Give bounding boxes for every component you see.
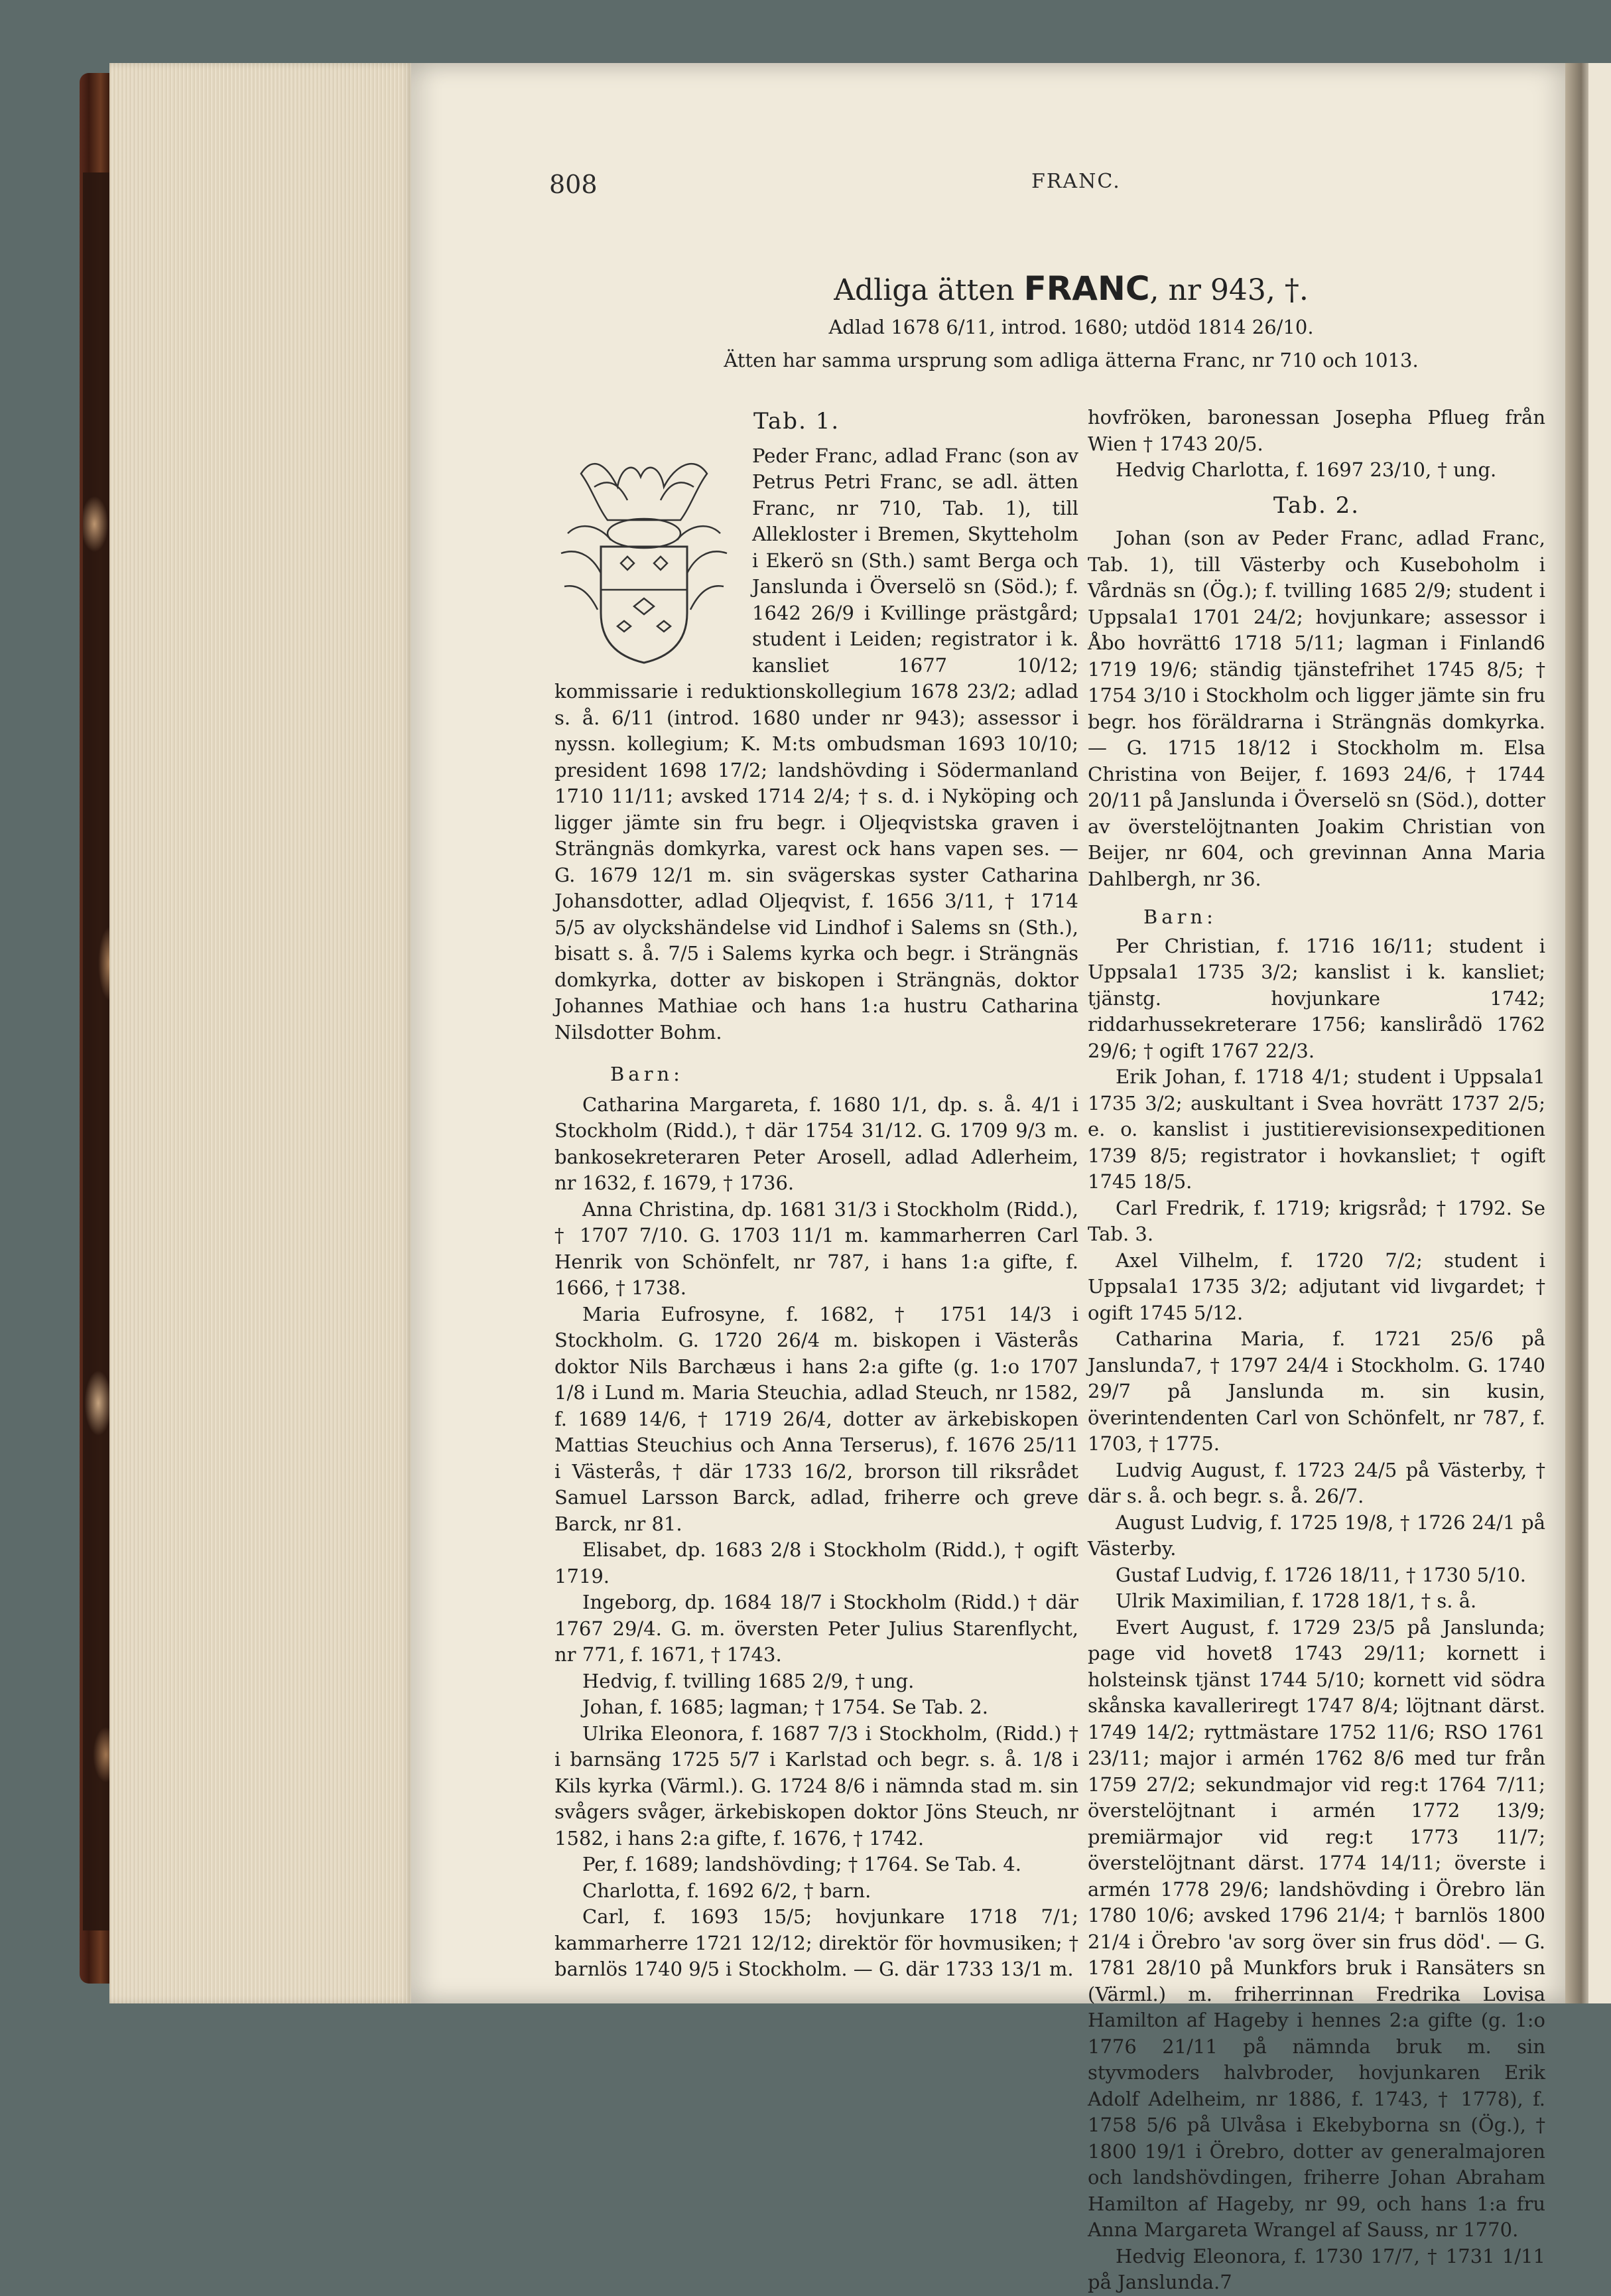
family-title-prefix: Adliga ätten: [834, 273, 1024, 307]
page-number: 808: [549, 170, 598, 199]
tab2-heading: Tab. 2.: [1273, 492, 1360, 519]
tab2-child-entry: Gustaf Ludvig, f. 1726 18/11, † 1730 5/10.: [1116, 1563, 1527, 1586]
genealogy-title-block: [597, 269, 1545, 377]
left-column: [554, 405, 1078, 1983]
tab1-child-entry: Catharina Margareta, f. 1680 1/1, dp. s. å. 4/1 i Stockholm (Ridd.), † där 1754 31/12. G. 1709 9/3 m. bankosekreteraren Peter Arosell, adlad Adlerheim, nr 1632, f. 1679, † 1736.: [554, 1093, 1078, 1194]
tab2-child-entry: Catharina Maria, f. 1721 25/6 på Janslunda7, † 1797 24/4 i Stockholm. G. 1740 29/7 på Janslunda m. sin kusin, överintendenten Carl von Schönfelt, nr 787, f. 1703, † 1775.: [1088, 1327, 1545, 1455]
tab1-intro: Peder Franc, adlad Franc (son av Petrus Petri Franc, se adl. ätten Franc, nr 710, Tab. 1), till Allekloster i Bremen, Skytteholm i Ekerö sn (Sth.) samt Berga och Janslunda i Överselö sn (Söd.); f. 1642 26/9 i Kvillinge prästgård; student i Leiden; registrator i k. kansliet 1677 10/12; kommissarie i reduktionskollegium 1678 23/2; adlad s. å. 6/11 (introd. 1680 under nr 943); assessor i nyssn. kollegium; K. M:ts ombudsman 1693 10/10; president 1698 17/2; landshövding i Södermanland 1710 11/11; avsked 1714 2/4; † s. d. i Nyköping och ligger jämte sin fru begr. i Oljeqvistska graven i Strängnäs domkyrka, varest ock hans vapen ses. — G. 1679 12/1 m. sin svägerskas syster Catharina Johansdotter, adlad Oljeqvist, f. 1656 3/11, † 1714 5/5 av olyckshändelse vid Lindhof i Salems sn (Sth.), bisatt s. å. 7/5 i Salems kyrka och begr. i Strängnäs domkyrka, dotter av biskopen i Strängnäs, doktor Johannes Mathiae och hans 1:a hustru Catharina Nilsdotter Bohm.: [554, 444, 1078, 1044]
tab1-child-entry: Maria Eufrosyne, f. 1682, † 1751 14/3 i Stockholm. G. 1720 26/4 m. biskopen i Västerås doktor Nils Barchæus i hans 2:a gifte (g. 1:o 1707 1/8 i Lund m. Maria Steuchia, adlad Steuch, nr 1582, f. 1689 14/6, † 1719 26/4, dotter av ärkebiskopen Mattias Steuchius och Anna Terserus), f. 1676 25/11 i Västerås, † där 1733 16/2, brorson till riksrådet Samuel Larsson Barck, adlad, friherre och greve Barck, nr 81.: [554, 1302, 1078, 1535]
tab2-child-entry: Carl Fredrik, f. 1719; krigsråd; † 1792. Se Tab. 3.: [1088, 1196, 1545, 1245]
tab1-child-entry: Charlotta, f. 1692 6/2, † barn.: [582, 1879, 871, 1902]
next-page-edge: [1588, 63, 1611, 2003]
right-column: [1088, 405, 1545, 2296]
tab1-child-entry: Hedvig, f. tvilling 1685 2/9, † ung.: [582, 1669, 915, 1692]
origin-line: Ätten har samma ursprung som adliga ätterna Franc, nr 710 och 1013.: [724, 349, 1419, 371]
tab1-child-entry: Anna Christina, dp. 1681 31/3 i Stockholm (Ridd.), † 1707 7/10. G. 1703 11/1 m. kammarherren Carl Henrik von Schönfelt, nr 787, i hans 1:a gifte, f. 1666, † 1738.: [554, 1197, 1078, 1299]
tab2-child-entry: Ludvig August, f. 1723 24/5 på Västerby, † där s. å. och begr. s. å. 26/7.: [1088, 1458, 1545, 1507]
tab2-child-entry: Erik Johan, f. 1718 4/1; student i Uppsala1 1735 3/2; auskultant i Svea hovrätt 1737 2/5; e. o. kanslist i justitierevisionsexpeditionen 1739 8/5; registrator i hovkansliet; † ogift 1745 18/5.: [1088, 1065, 1545, 1193]
tab1-child-entry: Ulrika Eleonora, f. 1687 7/3 i Stockholm, (Ridd.) † i barnsäng 1725 5/7 i Karlstad och begr. s. å. 1/8 i Kils kyrka (Värml.). G. 1724 8/6 i nämnda stad m. sin svågers svåger, ärkebiskopen doktor Jöns Steuch, nr 1582, i hans 2:a gifte, f. 1676, † 1742.: [554, 1722, 1078, 1850]
tab1-child-entry: Per, f. 1689; landshövding; † 1764. Se Tab. 4.: [582, 1853, 1021, 1875]
tab1-child-entry: Carl, f. 1693 15/5; hovjunkare 1718 7/1; kammarherre 1721 12/12; direktör för hovmusiken; † barnlös 1740 9/5 i Stockholm. — G. där 1733 13/1 m.: [554, 1905, 1078, 1980]
tab1-child-entry: Elisabet, dp. 1683 2/8 i Stockholm (Ridd.), † ogift 1719.: [554, 1538, 1078, 1587]
running-title: FRANC.: [1031, 170, 1121, 193]
tab1-heading: Tab. 1.: [753, 408, 840, 435]
tab1-child-entry: Ingeborg, dp. 1684 18/7 i Stockholm (Ridd.) † där 1767 29/4. G. m. översten Peter Julius Starenflycht, nr 771, f. 1671, † 1743.: [554, 1591, 1078, 1666]
family-name: FRANC: [1023, 269, 1150, 308]
tab2-barn-heading: Barn:: [1143, 906, 1217, 928]
continued-entry: Hedvig Charlotta, f. 1697 23/10, † ung.: [1116, 458, 1497, 481]
coat-of-arms-drawing: [554, 447, 734, 666]
tab2-child-entry: Ulrik Maximilian, f. 1728 18/1, † s. å.: [1116, 1589, 1477, 1612]
family-title-suffix: , nr 943, †.: [1149, 273, 1309, 307]
tab2-child-entry: Hedvig Eleonora, f. 1730 17/7, † 1731 1/11 på Janslunda.7: [1088, 2244, 1545, 2293]
tab2-child-entry: Per Christian, f. 1716 16/11; student i Uppsala1 1735 3/2; kanslist i k. kansliet; tjänstg. hovjunkare 1742; riddarhussekreterare 1756; kanslirådö 1762 29/6; † ogift 1767 22/3.: [1088, 934, 1545, 1062]
page-stack: [109, 63, 415, 2003]
tab1-child-entry: Johan, f. 1685; lagman; † 1754. Se Tab. 2.: [582, 1696, 988, 1718]
ennobled-line: Adlad 1678 6/11, introd. 1680; utdöd 1814 26/10.: [828, 316, 1314, 338]
continued-entry: hovfröken, baronessan Josepha Pflueg från Wien † 1743 20/5.: [1088, 406, 1545, 455]
tab2-child-entry: Evert August, f. 1729 23/5 på Janslunda; page vid hovet8 1743 29/11; kornett i holsteinsk tjänst 1744 5/10; kornett vid södra skånska kavalleriregt 1747 8/4; löjtnant därst. 1749 14/2; ryttmästare 1752 11/6; RSO 1761 23/11; major i armén 1762 8/6 med tur från 1759 27/2; sekundmajor vid reg:t 1764 7/11; överstelöjtnant i armén 1772 13/9; premiärmajor vid reg:t 1773 11/7; överstelöjtnant därst. 1774 14/11; överste i armén 1778 29/6; landshövding i Örebro län 1780 10/6; avsked 1796 21/4; † barnlös 1800 21/4 i Örebro 'av sorg över sin frus död'. — G. 1781 28/10 på Munkfors bruk i Ransäters sn (Värml.) m. friherrinnan Fredrika Lovisa Hamilton af Hageby i hennes 2:a gifte (g. 1:o 1776 21/11 på nämnda bruk m. sin styvmoders halvbroder, hovjunkaren Erik Adolf Adelheim, nr 1886, f. 1743, † 1778), f. 1758 5/6 på Ulvåsa i Ekebyborna sn (Ög.), † 1800 19/1 i Örebro, dotter av generalmajoren och landshövdingen, friherre Johan Abraham Hamilton af Hageby, nr 99, och hans 1:a fru Anna Margareta Wrangel af Sauss, nr 1770.: [1088, 1615, 1545, 2241]
family-title: [597, 269, 1545, 310]
tab1-barn-heading: Barn:: [610, 1063, 684, 1085]
tab2-intro: Johan (son av Peder Franc, adlad Franc, Tab. 1), till Västerby och Kuseboholm i Vårdnäs sn (Ög.); f. tvilling 1685 2/9; student i Uppsala1 1701 24/2; hovjunkare; assessor i Åbo hovrätt6 1718 5/11; lagman i Finland6 1719 19/6; ständig tjänstefrihet 1745 8/5; † 1754 3/10 i Stockholm och ligger jämte sin fru begr. hos föräldrarna i Strängnäs domkyrka. — G. 1715 18/12 i Stockholm m. Elsa Christina von Beijer, f. 1693 24/6, † 1744 20/11 på Janslunda i Överselö sn (Söd.), dotter av överstelöjtnanten Joakim Christian von Beijer, nr 604, och grevinnan Anna Maria Dahlbergh, nr 36.: [1088, 527, 1545, 890]
tab2-child-entry: Axel Vilhelm, f. 1720 7/2; student i Uppsala1 1735 3/2; adjutant vid livgardet; † ogift 1745 5/12.: [1088, 1249, 1545, 1324]
coat-of-arms-icon: [554, 447, 734, 666]
tab2-child-entry: August Ludvig, f. 1725 19/8, † 1726 24/1 på Västerby.: [1088, 1511, 1545, 1560]
